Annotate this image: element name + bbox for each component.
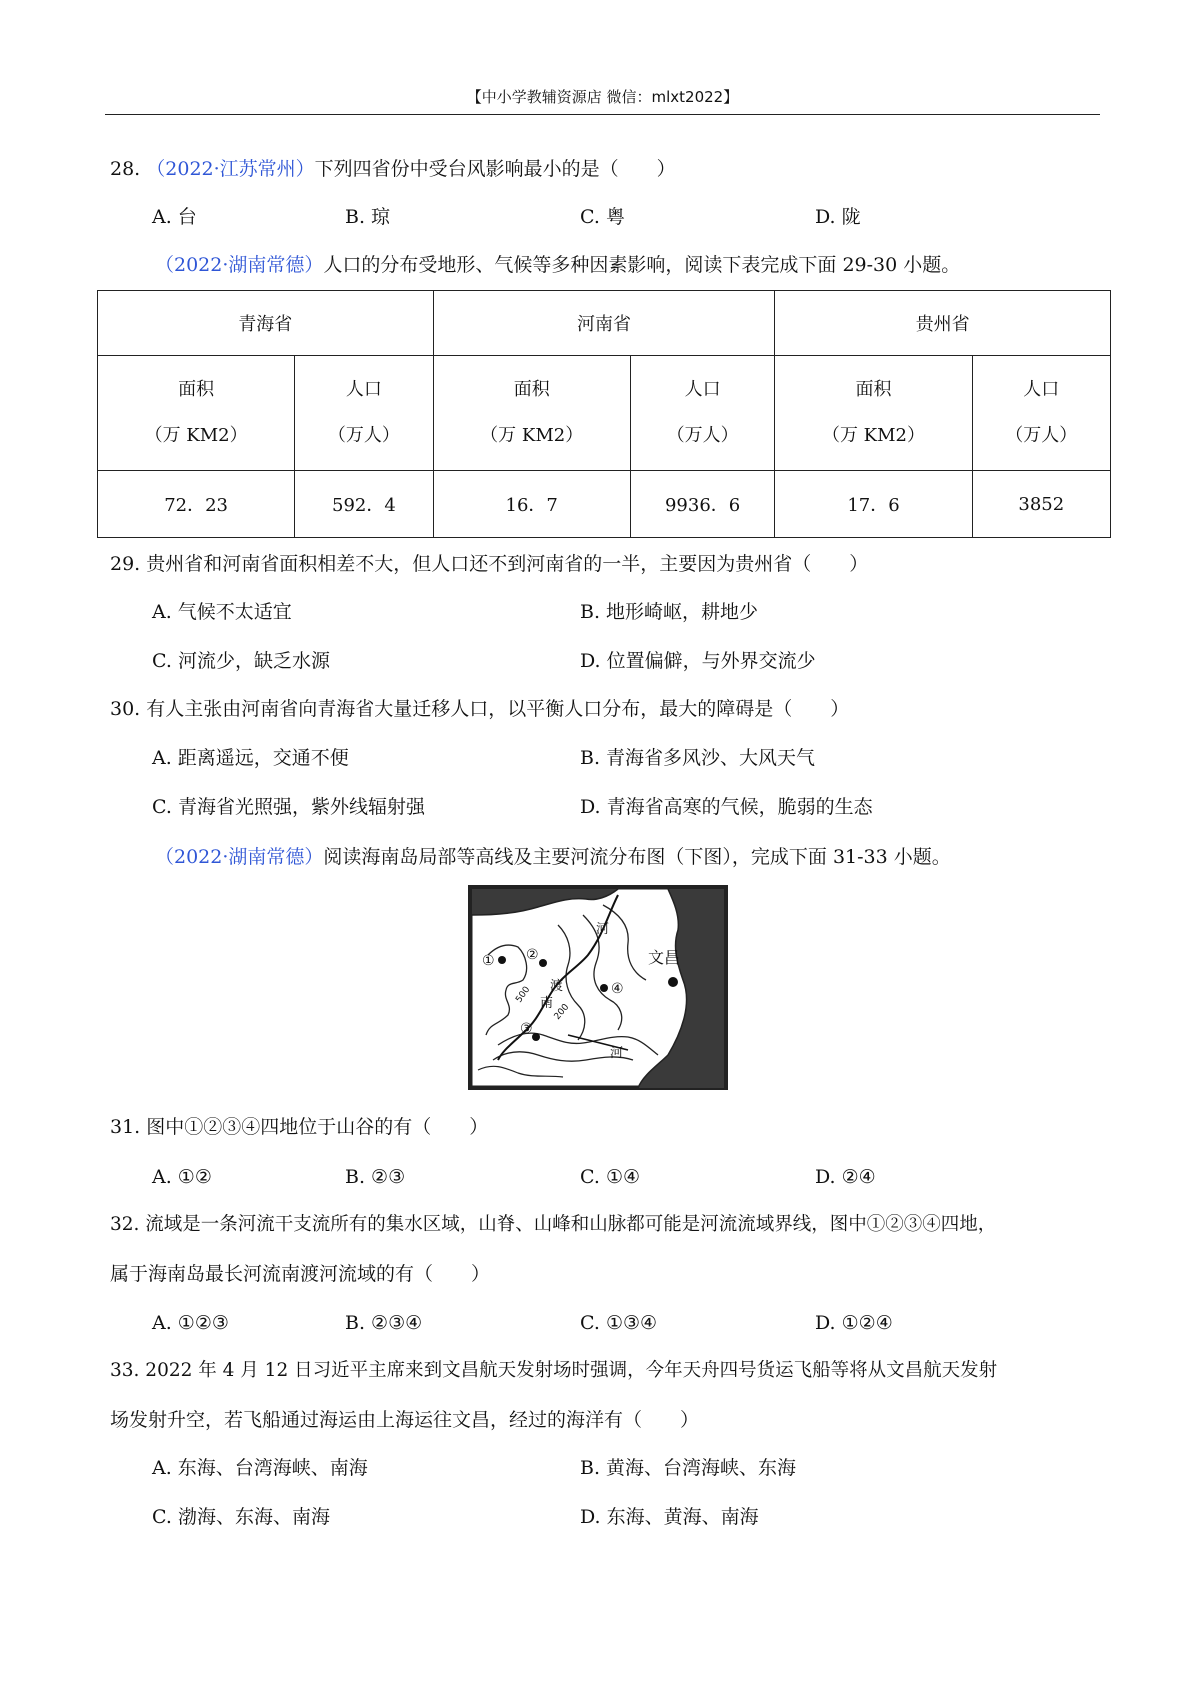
point-2-dot	[539, 959, 547, 967]
q31-option-c: C. ①④	[580, 1166, 641, 1188]
intro-29-30	[155, 253, 960, 277]
hainan-contour-map	[468, 885, 728, 1090]
q31-option-d: D. ②④	[815, 1166, 876, 1188]
q33-stem-line2: 场发射升空，若飞船通过海运由上海运往文昌，经过的海洋有（ ）	[110, 1409, 700, 1431]
q28-option-b: B. 琼	[345, 206, 391, 228]
point-4-dot	[600, 984, 608, 992]
q30-option-d: D. 青海省高寒的气候，脆弱的生态	[580, 796, 873, 818]
q33-option-c: C. 渤海、东海、南海	[152, 1506, 330, 1528]
q30-option-b: B. 青海省多风沙、大风天气	[580, 747, 816, 769]
qinghai-area-value: 72．23	[98, 471, 295, 538]
q29-option-b: B. 地形崎岖，耕地少	[580, 601, 759, 623]
q30-option-a: A. 距离遥远，交通不便	[152, 747, 349, 769]
wenchang-dot	[668, 977, 678, 987]
label-point-2: ②	[526, 947, 539, 963]
q32-stem-line2: 属于海南岛最长河流南渡河流域的有（ ）	[110, 1263, 491, 1285]
intro-31-33-text: 阅读海南岛局部等高线及主要河流分布图（下图），完成下面 31-33 小题。	[323, 846, 951, 868]
population-table	[97, 290, 1111, 538]
q33-option-a: A. 东海、台湾海峡、南海	[152, 1457, 368, 1479]
point-1-dot	[498, 956, 506, 964]
province-qinghai: 青海省	[98, 291, 434, 356]
label-nan: 南	[540, 996, 554, 1011]
page-header: 【中小学教辅资源店 微信：mlxt2022】	[105, 80, 1100, 115]
label-point-4: ④	[611, 981, 624, 997]
label-he-2: 河	[610, 1046, 624, 1061]
q32-option-c: C. ①③④	[580, 1312, 658, 1334]
qinghai-pop-value: 592．4	[295, 471, 433, 538]
label-contour-200: 200	[552, 1002, 572, 1022]
q31-option-b: B. ②③	[345, 1166, 406, 1188]
q29-stem: 29. 贵州省和河南省面积相差不大，但人口还不到河南省的一半，主要因为贵州省（ ）	[110, 553, 869, 575]
province-henan: 河南省	[433, 291, 775, 356]
q28-source: （2022·江苏常州）	[146, 158, 315, 180]
q31-stem: 31. 图中①②③④四地位于山谷的有（ ）	[110, 1116, 489, 1138]
guizhou-area-value: 17．6	[775, 471, 972, 538]
q28-option-a: A. 台	[152, 206, 197, 228]
q28-option-d: D. 陇	[815, 206, 861, 228]
question-28	[110, 157, 676, 181]
qinghai-pop-header: 人口 （万人）	[295, 356, 433, 471]
intro-31-33-source: （2022·湖南常德）	[155, 846, 324, 868]
intro-29-30-source: （2022·湖南常德）	[155, 254, 324, 276]
q30-option-c: C. 青海省光照强，紫外线辐射强	[152, 796, 425, 818]
intro-29-30-text: 人口的分布受地形、气候等多种因素影响，阅读下表完成下面 29-30 小题。	[323, 254, 961, 276]
q29-option-a: A. 气候不太适宜	[152, 601, 292, 623]
label-wenchang: 文昌	[648, 948, 681, 967]
label-he-1: 河	[596, 922, 610, 937]
q28-number: 28.	[110, 158, 141, 180]
province-guizhou: 贵州省	[775, 291, 1111, 356]
q28-option-c: C. 粤	[580, 206, 625, 228]
q32-option-a: A. ①②③	[152, 1312, 229, 1334]
guizhou-pop-value: 3852	[972, 471, 1110, 538]
label-point-1: ①	[482, 953, 495, 969]
qinghai-area-header: 面积 （万 KM2）	[98, 356, 295, 471]
q32-option-d: D. ①②④	[815, 1312, 893, 1334]
q33-stem-line1: 33. 2022 年 4 月 12 日习近平主席来到文昌航天发射场时强调，今年天舟四号货运飞船等将从文昌航天发射	[110, 1360, 998, 1381]
q29-option-c: C. 河流少，缺乏水源	[152, 650, 330, 672]
henan-pop-header: 人口 （万人）	[630, 356, 775, 471]
label-point-3: ③	[520, 1021, 533, 1037]
q32-stem-line1: 32. 流域是一条河流干支流所有的集水区域，山脊、山峰和山脉都可能是河流流域界线，图中①②③④四地，	[110, 1214, 997, 1235]
label-contour-500: 500	[514, 984, 533, 1005]
q29-option-d: D. 位置偏僻，与外界交流少	[580, 650, 816, 672]
q32-option-b: B. ②③④	[345, 1312, 423, 1334]
guizhou-pop-header: 人口 （万人）	[972, 356, 1110, 471]
henan-area-value: 16．7	[433, 471, 630, 538]
intro-31-33	[155, 845, 951, 869]
henan-pop-value: 9936．6	[630, 471, 775, 538]
henan-area-header: 面积 （万 KM2）	[433, 356, 630, 471]
label-du: 渡	[550, 979, 564, 994]
q31-option-a: A. ①②	[152, 1166, 212, 1188]
point-3-dot	[532, 1033, 540, 1041]
q28-stem: 下列四省份中受台风影响最小的是（ ）	[314, 158, 676, 180]
q33-option-b: B. 黄海、台湾海峡、东海	[580, 1457, 797, 1479]
guizhou-area-header: 面积 （万 KM2）	[775, 356, 972, 471]
q30-stem: 30. 有人主张由河南省向青海省大量迁移人口，以平衡人口分布，最大的障碍是（ ）	[110, 698, 850, 720]
q33-option-d: D. 东海、黄海、南海	[580, 1506, 759, 1528]
